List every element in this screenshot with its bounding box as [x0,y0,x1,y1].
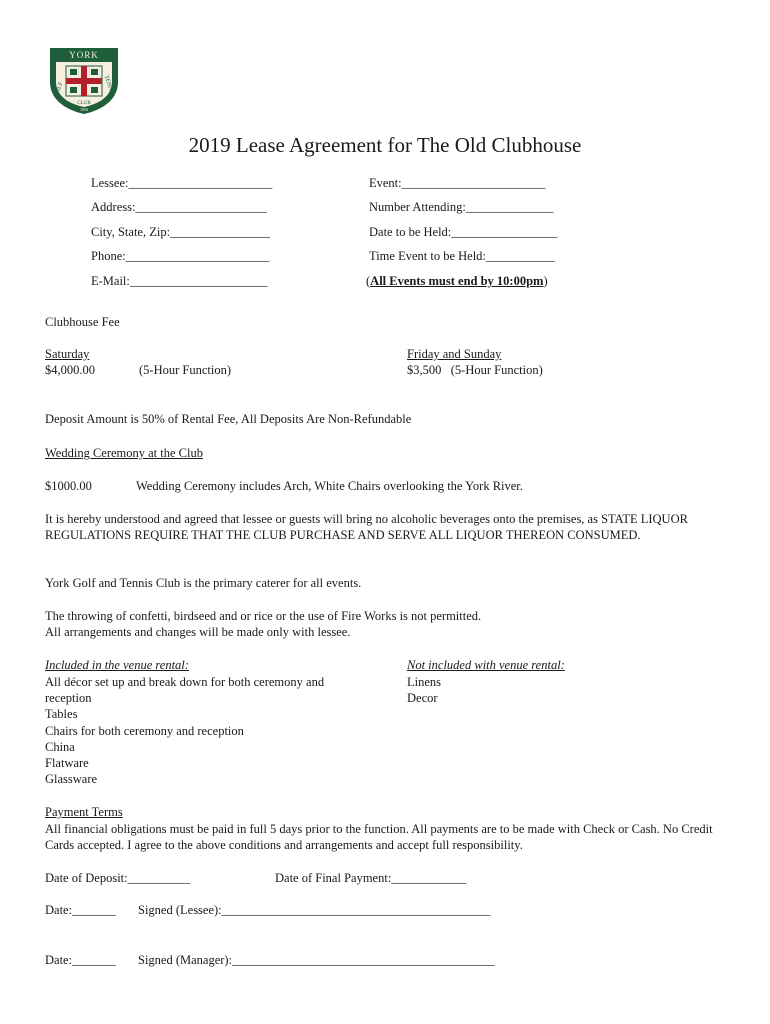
clubhouse-fee-heading: Clubhouse Fee [45,315,120,329]
logo-top-text: YORK [69,50,99,60]
logo-year: 1904 [80,107,88,112]
list-item: Decor [407,691,438,706]
list-item: All décor set up and break down for both ceremony and [45,675,325,689]
date-of-final-payment-field[interactable]: Date of Final Payment:____________ [275,871,467,885]
event-field[interactable]: Event:_______________________ [369,176,546,190]
club-logo [44,44,124,116]
logo-bottom-text: CLUB [77,101,91,106]
liquor-regulations-text: It is hereby understood and agreed that lessee or guests will bring no alcoholic beverages onto the premises, as STATE LIQUOR REGULATIONS REQUIRE THAT THE CLUB PURCHASE AND SERVE ALL LIQUOR THEREON CONSUMED. [45,512,688,542]
saturday-function: (5-Hour Function) [139,363,231,377]
document-title: 2019 Lease Agreement for The Old Clubhouse [188,133,582,157]
arrangements-rule: All arrangements and changes will be made only with lessee. [45,625,351,639]
list-item: reception [45,691,92,706]
saturday-price: $4,000.00 [45,363,95,377]
list-item: Linens [407,675,442,689]
date-to-be-held-field[interactable]: Date to be Held:_________________ [369,225,558,239]
manager-date-field[interactable]: Date:_______ [45,953,116,967]
logo-left-text: GOLF [53,81,65,99]
not-included-list [407,674,441,706]
caterer-text: York Golf and Tennis Club is the primary caterer for all events. [45,576,362,590]
saturday-label: Saturday [45,347,90,361]
number-attending-field[interactable]: Number Attending:______________ [369,200,554,214]
confetti-rule: The throwing of confetti, birdseed and or rice or the use of Fire Works is not permitted. [45,609,482,623]
payment-terms-heading: Payment Terms [45,805,123,819]
wedding-price: $1000.00 [45,479,92,493]
payment-terms-text: All financial obligations must be paid in full 5 days prior to the function. All payments are to be made with Check or Cash. No Credit Cards accepted. I agree to the above conditions and arrangements and accept full responsibility. [45,822,713,852]
list-item: Tables [45,707,78,722]
phone-field[interactable]: Phone:_______________________ [91,249,270,263]
address-field[interactable]: Address:_____________________ [91,200,267,214]
club-shield-icon [44,44,124,116]
list-item: China [45,739,75,754]
events-note-close: ) [543,274,548,288]
events-end-note [366,274,548,289]
list-item: Glassware [45,772,98,787]
not-included-heading: Not included with venue rental: [407,658,565,672]
list-item: Chairs for both ceremony and reception [45,723,244,738]
lessee-signature-field[interactable]: Signed (Lessee):___________________________________________ [138,903,491,917]
city-state-zip-field[interactable]: City, State, Zip:________________ [91,225,271,239]
email-field[interactable]: E-Mail:______________________ [91,274,268,288]
manager-signature-field[interactable]: Signed (Manager):__________________________________________ [138,953,495,967]
list-item: Flatware [45,756,89,771]
events-note-open: ( [366,274,371,288]
friday-sunday-price: $3,500 (5-Hour Function) [407,363,543,377]
wedding-heading: Wedding Ceremony at the Club [45,446,203,460]
included-list [45,674,324,787]
deposit-text: Deposit Amount is 50% of Rental Fee, All Deposits Are Non-Refundable [45,412,412,426]
logo-right-text: TENNIS [102,74,116,97]
included-heading: Included in the venue rental: [45,658,189,672]
lessee-field[interactable]: Lessee:_______________________ [91,176,273,190]
lessee-date-field[interactable]: Date:_______ [45,903,116,917]
wedding-description: Wedding Ceremony includes Arch, White Chairs overlooking the York River. [136,479,523,493]
time-event-field[interactable]: Time Event to be Held:___________ [369,249,555,263]
events-note-text: All Events must end by 10:00pm [370,274,544,288]
friday-sunday-label: Friday and Sunday [407,347,502,361]
date-of-deposit-field[interactable]: Date of Deposit:__________ [45,871,191,885]
